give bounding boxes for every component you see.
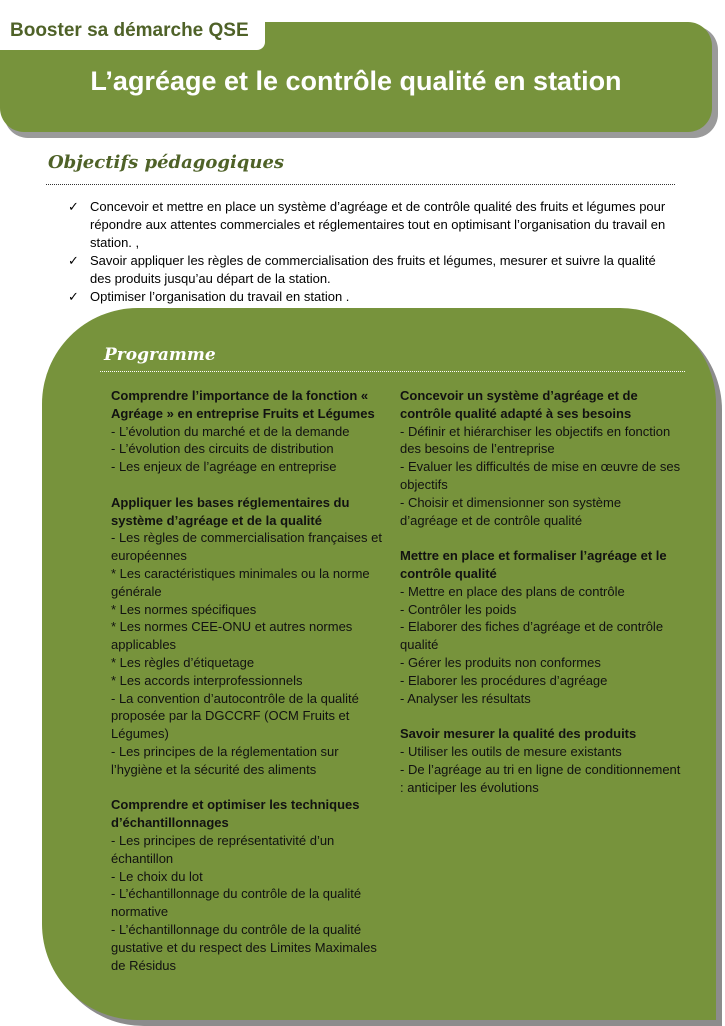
section-title: Savoir mesurer la qualité des produits: [400, 726, 637, 742]
objectives-divider: [46, 184, 675, 185]
section-line: - L’échantillonnage du contrôle de la qualité gustative et du respect des Limites Maximales de Résidus: [111, 921, 377, 973]
objective-item: [68, 198, 678, 252]
section-line: - L’évolution du marché et de la demande: [111, 423, 350, 439]
section-line: - Utiliser les outils de mesure existants: [400, 743, 622, 759]
section-title: Mettre en place et formaliser l’agréage et le contrôle qualité: [400, 548, 667, 581]
section-line: - Elaborer des fiches d’agréage et de contrôle qualité: [400, 619, 664, 653]
section-line: * Les accords interprofessionnels: [111, 672, 303, 688]
programme-section: [111, 494, 391, 779]
programme-section: [111, 387, 391, 476]
section-line: - Analyser les résultats: [400, 690, 531, 706]
programme-right-column: [400, 387, 682, 814]
section-title: Comprendre et optimiser les techniques d’échantillonnages: [111, 797, 360, 831]
section-line: - Les enjeux de l’agréage en entreprise: [111, 459, 337, 475]
section-line: - Le choix du lot: [111, 868, 203, 884]
section-line: - Contrôler les poids: [400, 601, 517, 617]
section-line: - L’évolution des circuits de distribution: [111, 441, 334, 457]
objective-text: Optimiser l’organisation du travail en station .: [90, 289, 350, 304]
section-line: - De l’agréage au tri en ligne de conditionnement : anticiper les évolutions: [400, 761, 681, 795]
section-line: * Les caractéristiques minimales ou la norme générale: [111, 565, 370, 599]
checkmark-icon: ✓: [68, 253, 79, 268]
section-line: - Définir et hiérarchiser les objectifs en fonction des besoins de l’entreprise: [400, 423, 671, 457]
section-title: Comprendre l’importance de la fonction « Agréage » en entreprise Fruits et Légumes: [111, 388, 375, 421]
section-line: - Gérer les produits non conformes: [400, 654, 601, 670]
programme-divider: [100, 371, 685, 372]
programme-title: Programme: [104, 345, 216, 365]
objective-item: [68, 252, 678, 288]
section-title: Appliquer les bases réglementaires du système d’agréage et de la qualité: [111, 494, 350, 528]
section-line: - Les principes de représentativité d’un échantillon: [111, 832, 335, 866]
objective-text: Concevoir et mettre en place un système d’agréage et de contrôle qualité des fruits et légumes pour répondre aux attentes commerciales et réglementaires tout en optimisant l’organisation du travail en station. ,: [90, 199, 666, 250]
programme-left-column: [111, 387, 391, 992]
section-title: Concevoir un système d’agréage et de contrôle qualité adapté à ses besoins: [400, 388, 638, 421]
objective-text: Savoir appliquer les règles de commercialisation des fruits et légumes, mesurer et suivre la qualité des produits jusqu’au départ de la station.: [90, 253, 656, 286]
tag-label: Booster sa démarche QSE: [10, 20, 249, 41]
objective-item: [68, 288, 678, 306]
programme-section: [111, 796, 391, 974]
section-line: - Mettre en place des plans de contrôle: [400, 583, 625, 599]
section-line: - Les règles de commercialisation françaises et européennes: [111, 530, 382, 564]
page-title: L’agréage et le contrôle qualité en station: [90, 66, 622, 96]
section-line: - Les principes de la réglementation sur l’hygiène et la sécurité des aliments: [111, 743, 339, 777]
programme-section: [400, 547, 682, 707]
section-line: - La convention d’autocontrôle de la qualité proposée par la DGCCRF (OCM Fruits et Légumes): [111, 690, 359, 742]
checkmark-icon: ✓: [68, 289, 79, 304]
section-line: * Les normes spécifiques: [111, 601, 257, 617]
section-line: - L’échantillonnage du contrôle de la qualité normative: [111, 886, 362, 920]
section-line: - Choisir et dimensionner son système d’agréage et de contrôle qualité: [400, 494, 622, 528]
section-line: * Les normes CEE-ONU et autres normes applicables: [111, 619, 353, 653]
programme-section: [400, 387, 682, 529]
objectives-title: Objectifs pédagogiques: [48, 152, 285, 173]
checkmark-icon: ✓: [68, 199, 79, 214]
objectives-list: [68, 198, 678, 306]
section-line: * Les règles d’étiquetage: [111, 654, 255, 670]
programme-section: [400, 725, 682, 796]
section-line: - Elaborer les procédures d’agréage: [400, 672, 608, 688]
section-line: - Evaluer les difficultés de mise en œuvre de ses objectifs: [400, 459, 681, 492]
